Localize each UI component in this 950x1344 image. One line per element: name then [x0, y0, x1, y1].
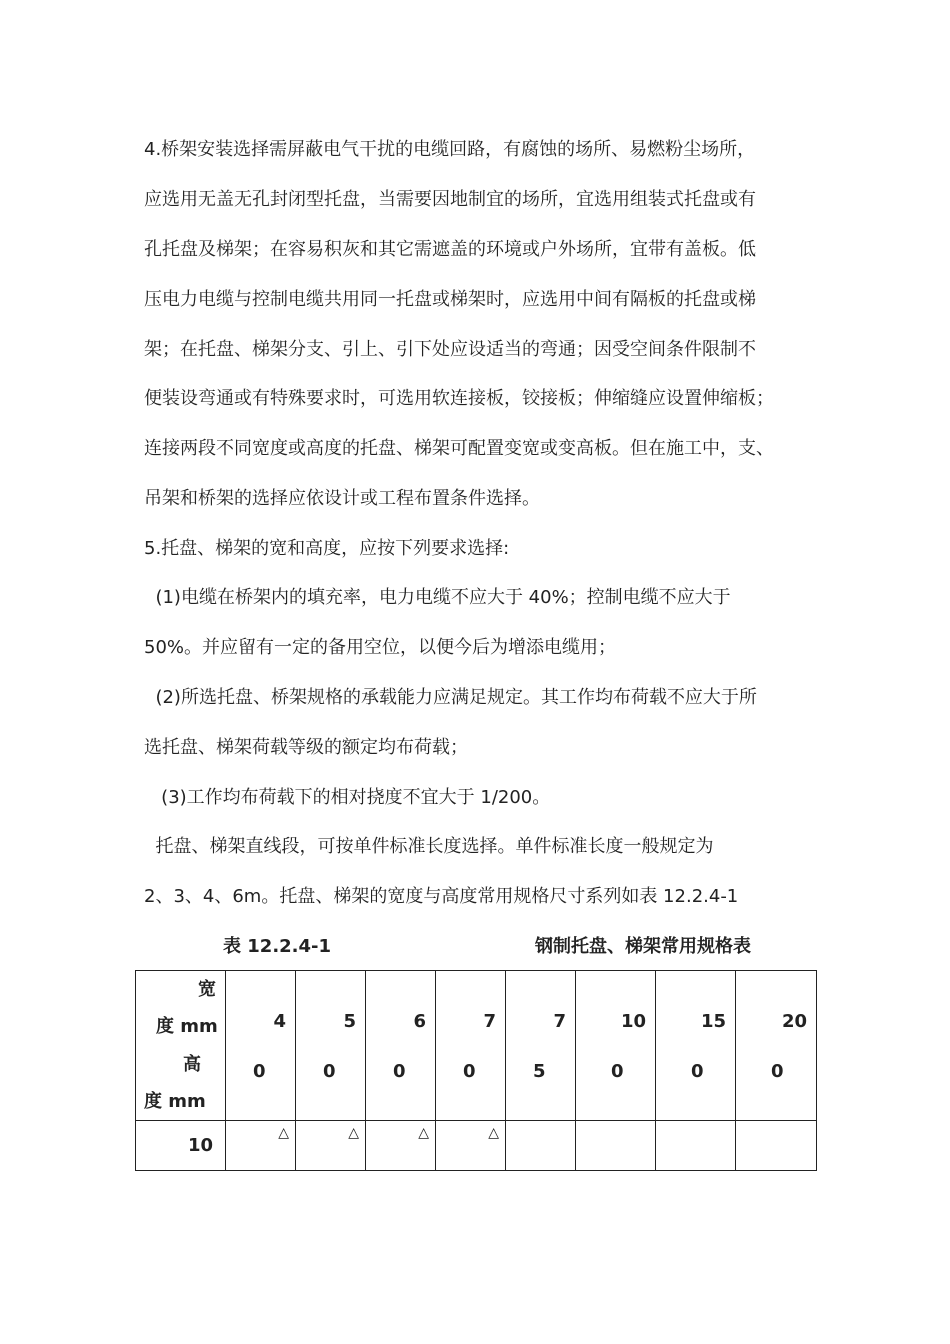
- triangle-mark: △: [278, 1125, 289, 1141]
- table-cell: [736, 1121, 817, 1171]
- width-digit-bottom: 0: [771, 1061, 784, 1082]
- table-cell: [296, 1121, 366, 1171]
- triangle-mark: △: [348, 1125, 359, 1141]
- paragraph-line: 连接两段不同宽度或高度的托盘、梯架可配置变宽或变高板。但在施工中，支、: [144, 438, 774, 459]
- paragraph-line: 选托盘、梯架荷载等级的额定均布荷载；: [144, 737, 468, 758]
- corner-height-unit: 度 mm: [144, 1091, 206, 1112]
- row-height-cell: 10: [136, 1121, 226, 1171]
- width-digit-bottom: 0: [463, 1061, 476, 1082]
- table-cell: [506, 1121, 576, 1171]
- width-digit-top: 10: [620, 1011, 646, 1032]
- table-cell: [436, 1121, 506, 1171]
- paragraph-line: 4.桥架安装选择需屏蔽电气干扰的电缆回路，有腐蚀的场所、易燃粉尘场所，: [144, 139, 756, 160]
- table-cell: [366, 1121, 436, 1171]
- width-digit-top: 15: [700, 1011, 726, 1032]
- width-digit-bottom: 0: [691, 1061, 704, 1082]
- table-header-row: [136, 971, 817, 1121]
- width-digit-bottom: 0: [393, 1061, 406, 1082]
- corner-width-label: 宽: [198, 979, 216, 1000]
- paragraph-line: 便装设弯通或有特殊要求时，可选用软连接板，铰接板；伸缩缝应设置伸缩板；: [144, 388, 774, 409]
- width-digit-top: 6: [413, 1011, 426, 1032]
- width-digit-top: 5: [343, 1011, 356, 1032]
- width-header-cell: [506, 971, 576, 1121]
- paragraph-line: 架；在托盘、梯架分支、引上、引下处应设适当的弯通；因受空间条件限制不: [144, 339, 756, 360]
- paragraph-line: (3)工作均布荷载下的相对挠度不宜大于 1/200。: [144, 787, 551, 808]
- width-header-cell: [736, 971, 817, 1121]
- width-digit-bottom: 5: [533, 1061, 546, 1082]
- width-digit-top: 7: [483, 1011, 496, 1032]
- corner-cell: [136, 971, 226, 1121]
- table-number: 表 12.2.4-1: [223, 936, 332, 957]
- width-header-cell: [436, 971, 506, 1121]
- paragraph-line: 2、3、4、6m。托盘、梯架的宽度与高度常用规格尺寸系列如表 12.2.4-1: [144, 886, 739, 907]
- width-digit-bottom: 0: [323, 1061, 336, 1082]
- table-title: 钢制托盘、梯架常用规格表: [535, 936, 751, 957]
- paragraph-line: 5.托盘、梯架的宽和高度，应按下列要求选择:: [144, 538, 510, 559]
- width-header-cell: [226, 971, 296, 1121]
- width-header-cell: [576, 971, 656, 1121]
- width-digit-bottom: 0: [611, 1061, 624, 1082]
- width-digit-top: 7: [553, 1011, 566, 1032]
- paragraph-line: 压电力电缆与控制电缆共用同一托盘或梯架时，应选用中间有隔板的托盘或梯: [144, 289, 756, 310]
- width-digit-top: 4: [273, 1011, 286, 1032]
- width-digit-bottom: 0: [253, 1061, 266, 1082]
- paragraph-line: 吊架和桥架的选择应依设计或工程布置条件选择。: [144, 488, 540, 509]
- spec-table: [135, 970, 817, 1171]
- corner-height-label: 高: [183, 1054, 201, 1075]
- table-cell: [576, 1121, 656, 1171]
- paragraph-line: 应选用无盖无孔封闭型托盘，当需要因地制宜的场所，宜选用组装式托盘或有: [144, 189, 756, 210]
- width-header-cell: [296, 971, 366, 1121]
- table-cell: [656, 1121, 736, 1171]
- triangle-mark: △: [488, 1125, 499, 1141]
- width-header-cell: [366, 971, 436, 1121]
- table-row: [136, 1121, 817, 1171]
- corner-width-unit: 度 mm: [156, 1016, 218, 1037]
- table-cell: [226, 1121, 296, 1171]
- paragraph-line: 托盘、梯架直线段，可按单件标准长度选择。单件标准长度一般规定为: [144, 836, 714, 857]
- width-header-cell: [656, 971, 736, 1121]
- paragraph-line: (2)所选托盘、桥架规格的承载能力应满足规定。其工作均布荷载不应大于所: [144, 687, 757, 708]
- width-digit-top: 20: [781, 1011, 807, 1032]
- triangle-mark: △: [418, 1125, 429, 1141]
- paragraph-line: (1)电缆在桥架内的填充率，电力电缆不应大于 40%；控制电缆不应大于: [144, 587, 731, 608]
- paragraph-line: 50%。并应留有一定的备用空位，以便今后为增添电缆用；: [144, 637, 617, 658]
- paragraph-line: 孔托盘及梯架；在容易积灰和其它需遮盖的环境或户外场所，宜带有盖板。低: [144, 239, 756, 260]
